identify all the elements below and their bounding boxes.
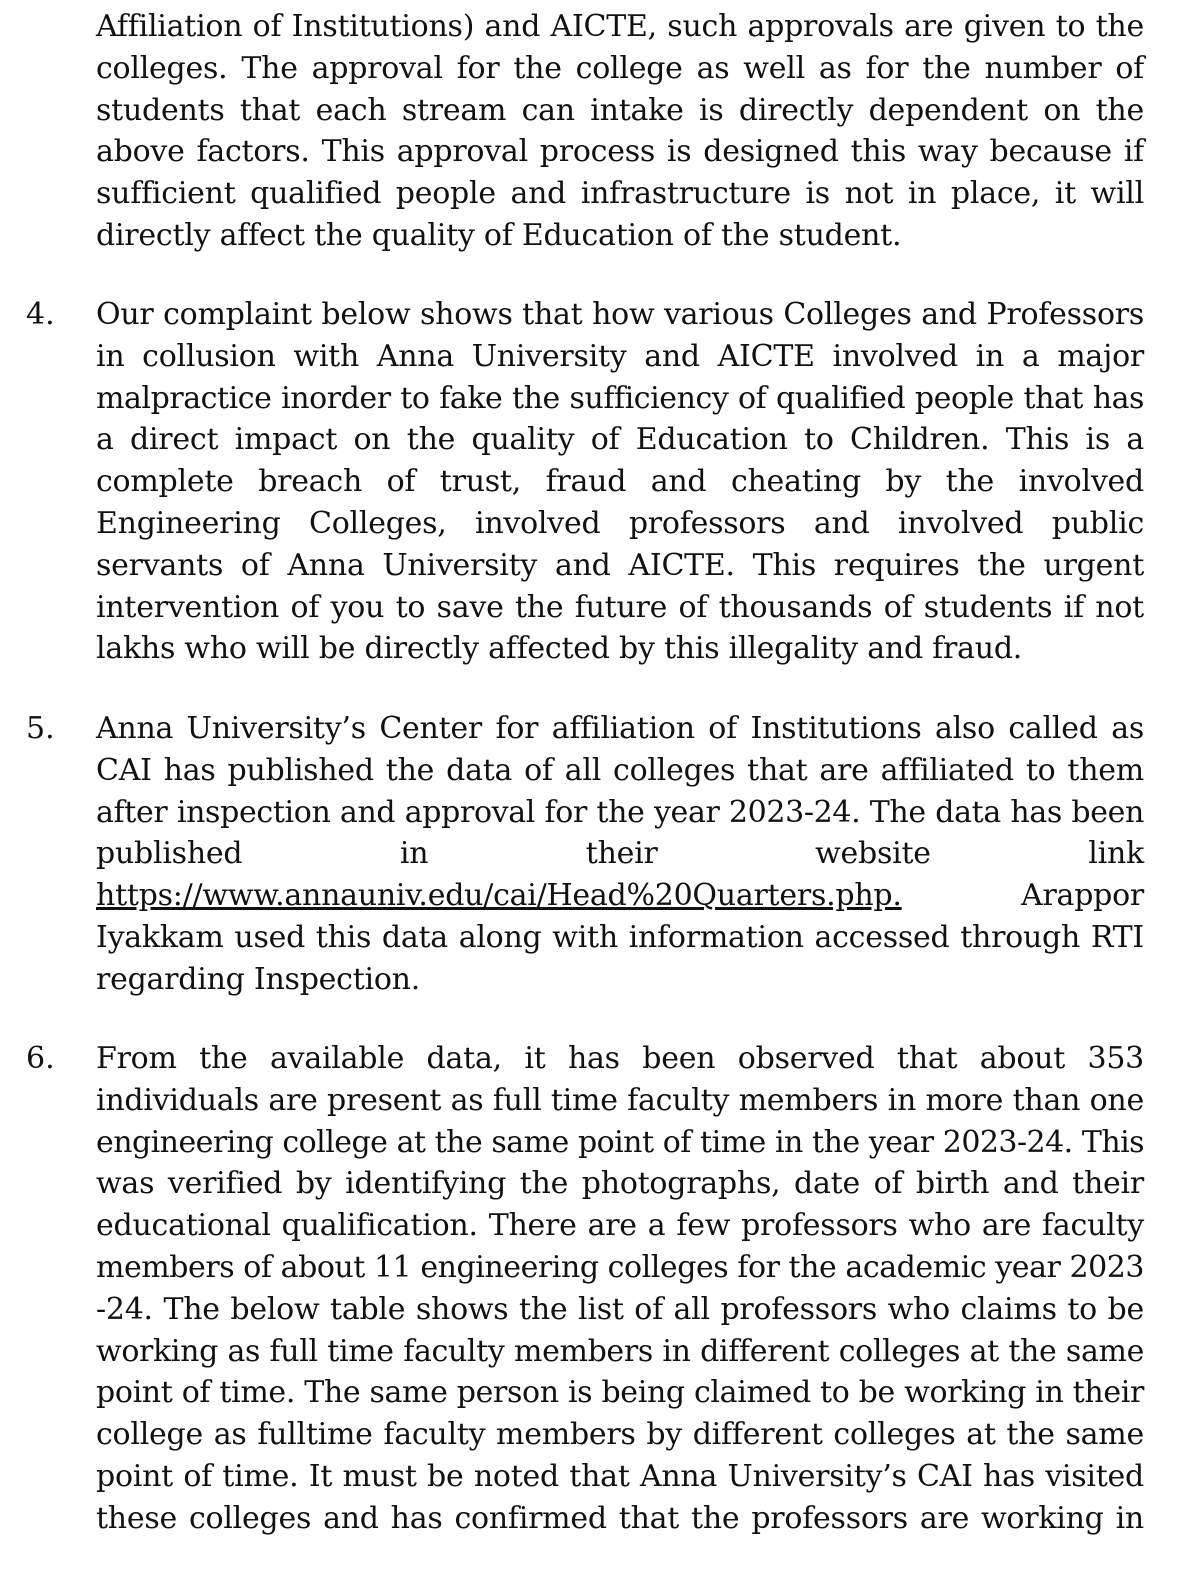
paragraph-number-4: 4. <box>26 297 55 332</box>
word: website <box>815 836 931 872</box>
text-line: directly affect the quality of Education of the student. <box>96 217 902 253</box>
text-line: malpractice inorder to fake the sufficiency of qualified people that has <box>96 380 1144 416</box>
paragraph-6 <box>96 1038 1144 1540</box>
text-line: a direct impact on the quality of Education to Children. This is a <box>96 422 1144 458</box>
paragraph-number-5: 5. <box>26 711 55 746</box>
text-line: Engineering Colleges, involved professors and involved public <box>96 505 1144 541</box>
text-line: after inspection and approval for the year 2023-24. The data has been <box>96 794 1144 830</box>
text-line: educational qualification. There are a few professors who are faculty <box>96 1208 1144 1244</box>
text-line: colleges. The approval for the college as well as for the number of <box>96 50 1144 86</box>
text-line: working as full time faculty members in different colleges at the same <box>96 1333 1144 1369</box>
text-line: complete breach of trust, fraud and cheating by the involved <box>96 464 1144 500</box>
text-line: point of time. It must be noted that Anna University’s CAI has visited <box>96 1458 1144 1494</box>
intro-paragraph <box>96 6 1144 257</box>
text-line: sufficient qualified people and infrastructure is not in place, it will <box>96 176 1144 212</box>
text-line: in collusion with Anna University and AICTE involved in a major <box>96 338 1144 374</box>
text-line: these colleges and has confirmed that the professors are working in <box>96 1500 1144 1536</box>
text-line: intervention of you to save the future of thousands of students if not <box>96 589 1144 625</box>
text-line: above factors. This approval process is designed this way because if <box>96 134 1144 170</box>
text-line: Affiliation of Institutions) and AICTE, such approvals are given to the <box>96 9 1144 44</box>
text-line: Our complaint below shows that how various Colleges and Professors <box>96 297 1144 332</box>
cai-website-link[interactable]: https://www.annauniv.edu/cai/Head%20Quarters.php. <box>96 878 902 914</box>
paragraph-5 <box>96 708 1144 1001</box>
word: their <box>585 836 658 872</box>
text-line: engineering college at the same point of time in the year 2023-24. This <box>96 1124 1144 1160</box>
text-line: servants of Anna University and AICTE. This requires the urgent <box>96 547 1144 583</box>
word: in <box>399 836 429 872</box>
paragraph-number-6: 6. <box>26 1041 55 1076</box>
word: Arappor <box>1021 878 1144 914</box>
text-line: students that each stream can intake is directly dependent on the <box>96 92 1144 128</box>
text-line-link <box>96 875 1144 917</box>
paragraph-4 <box>96 294 1144 670</box>
text-line: lakhs who will be directly affected by this illegality and fraud. <box>96 631 1023 667</box>
word: link <box>1088 836 1144 872</box>
text-line: -24. The below table shows the list of all professors who claims to be <box>96 1291 1144 1327</box>
text-line: point of time. The same person is being claimed to be working in their <box>96 1375 1144 1411</box>
text-line: regarding Inspection. <box>96 961 421 997</box>
text-line: was verified by identifying the photographs, date of birth and their <box>96 1166 1144 1202</box>
text-line: individuals are present as full time faculty members in more than one <box>96 1082 1144 1118</box>
text-line-spread <box>96 833 1144 875</box>
text-line: CAI has published the data of all colleges that are affiliated to them <box>96 752 1144 788</box>
word: published <box>96 836 243 872</box>
text-line: Anna University’s Center for affiliation of Institutions also called as <box>96 711 1144 746</box>
text-line: college as fulltime faculty members by different colleges at the same <box>96 1417 1144 1453</box>
text-line: From the available data, it has been observed that about 353 <box>96 1041 1144 1076</box>
text-line: members of about 11 engineering colleges for the academic year 2023 <box>96 1249 1145 1285</box>
text-line: Iyakkam used this data along with information accessed through RTI <box>96 919 1144 955</box>
